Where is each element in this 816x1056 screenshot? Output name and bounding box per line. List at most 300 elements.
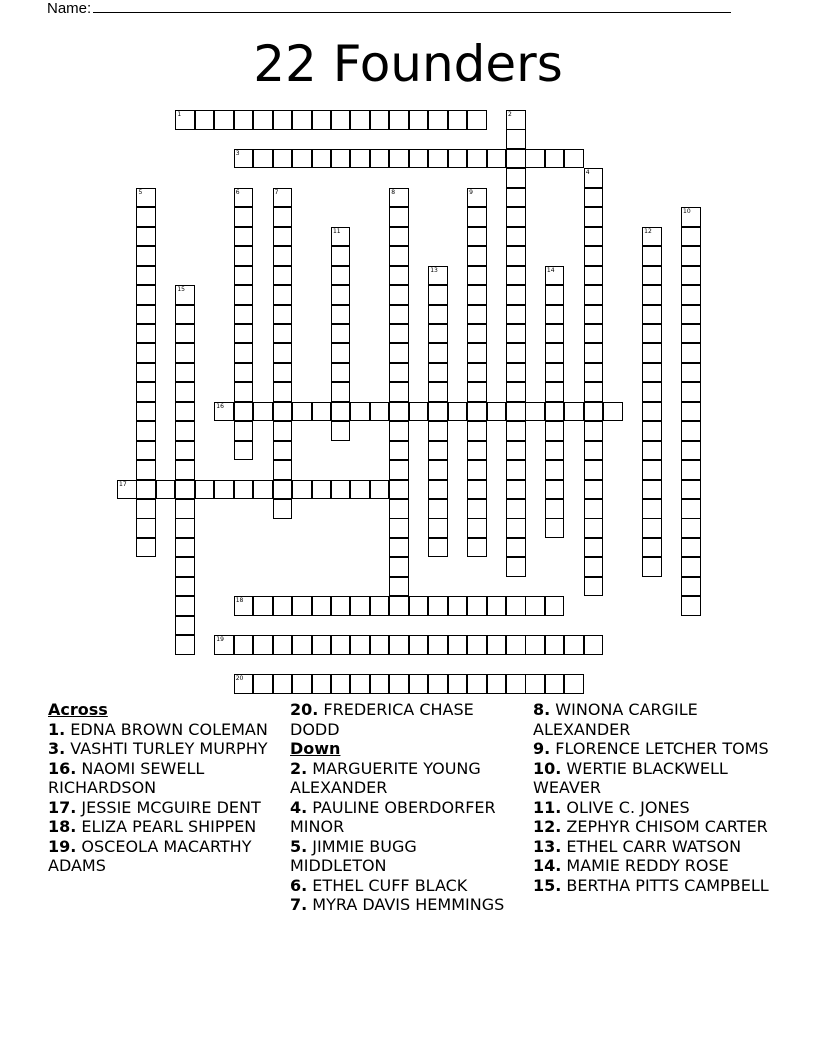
grid-cell[interactable] bbox=[234, 674, 254, 694]
grid-cell[interactable] bbox=[350, 596, 370, 616]
grid-cell[interactable] bbox=[545, 402, 565, 422]
grid-cell[interactable] bbox=[545, 266, 565, 286]
grid-cell[interactable] bbox=[506, 460, 526, 480]
grid-cell[interactable] bbox=[506, 635, 526, 655]
grid-cell[interactable] bbox=[312, 674, 332, 694]
grid-cell[interactable] bbox=[681, 577, 701, 597]
grid-cell[interactable] bbox=[273, 382, 293, 402]
grid-cell[interactable] bbox=[467, 382, 487, 402]
grid-cell[interactable] bbox=[681, 324, 701, 344]
grid-cell[interactable] bbox=[136, 207, 156, 227]
grid-cell[interactable] bbox=[253, 596, 273, 616]
grid-cell[interactable] bbox=[487, 635, 507, 655]
grid-cell[interactable] bbox=[506, 149, 526, 169]
grid-cell[interactable] bbox=[506, 538, 526, 558]
grid-cell[interactable] bbox=[136, 421, 156, 441]
grid-cell[interactable] bbox=[389, 441, 409, 461]
grid-cell[interactable] bbox=[642, 305, 662, 325]
grid-cell[interactable] bbox=[234, 596, 254, 616]
grid-cell[interactable] bbox=[506, 421, 526, 441]
grid-cell[interactable] bbox=[136, 518, 156, 538]
grid-cell[interactable] bbox=[681, 207, 701, 227]
grid-cell[interactable] bbox=[234, 266, 254, 286]
grid-cell[interactable] bbox=[525, 402, 545, 422]
grid-cell[interactable] bbox=[467, 305, 487, 325]
grid-cell[interactable] bbox=[273, 421, 293, 441]
grid-cell[interactable] bbox=[584, 460, 604, 480]
grid-cell[interactable] bbox=[389, 266, 409, 286]
grid-cell[interactable] bbox=[273, 246, 293, 266]
grid-cell[interactable] bbox=[273, 596, 293, 616]
grid-cell[interactable] bbox=[175, 110, 195, 130]
grid-cell[interactable] bbox=[584, 285, 604, 305]
grid-cell[interactable] bbox=[175, 460, 195, 480]
grid-cell[interactable] bbox=[175, 441, 195, 461]
grid-cell[interactable] bbox=[642, 538, 662, 558]
grid-cell[interactable] bbox=[428, 285, 448, 305]
grid-cell[interactable] bbox=[467, 421, 487, 441]
grid-cell[interactable] bbox=[253, 674, 273, 694]
grid-cell[interactable] bbox=[525, 149, 545, 169]
grid-cell[interactable] bbox=[234, 421, 254, 441]
grid-cell[interactable] bbox=[136, 188, 156, 208]
grid-cell[interactable] bbox=[467, 188, 487, 208]
grid-cell[interactable] bbox=[273, 110, 293, 130]
grid-cell[interactable] bbox=[175, 557, 195, 577]
grid-cell[interactable] bbox=[506, 499, 526, 519]
grid-cell[interactable] bbox=[467, 207, 487, 227]
grid-cell[interactable] bbox=[136, 402, 156, 422]
grid-cell[interactable] bbox=[214, 480, 234, 500]
grid-cell[interactable] bbox=[312, 149, 332, 169]
grid-cell[interactable] bbox=[312, 110, 332, 130]
grid-cell[interactable] bbox=[370, 635, 390, 655]
grid-cell[interactable] bbox=[564, 149, 584, 169]
grid-cell[interactable] bbox=[428, 441, 448, 461]
grid-cell[interactable] bbox=[273, 480, 293, 500]
grid-cell[interactable] bbox=[584, 557, 604, 577]
grid-cell[interactable] bbox=[195, 110, 215, 130]
grid-cell[interactable] bbox=[350, 110, 370, 130]
grid-cell[interactable] bbox=[234, 149, 254, 169]
grid-cell[interactable] bbox=[681, 518, 701, 538]
grid-cell[interactable] bbox=[428, 324, 448, 344]
grid-cell[interactable] bbox=[681, 227, 701, 247]
grid-cell[interactable] bbox=[506, 285, 526, 305]
grid-cell[interactable] bbox=[253, 480, 273, 500]
grid-cell[interactable] bbox=[467, 499, 487, 519]
grid-cell[interactable] bbox=[525, 635, 545, 655]
grid-cell[interactable] bbox=[584, 441, 604, 461]
grid-cell[interactable] bbox=[234, 188, 254, 208]
grid-cell[interactable] bbox=[136, 441, 156, 461]
grid-cell[interactable] bbox=[467, 246, 487, 266]
grid-cell[interactable] bbox=[389, 363, 409, 383]
grid-cell[interactable] bbox=[292, 480, 312, 500]
grid-cell[interactable] bbox=[564, 674, 584, 694]
grid-cell[interactable] bbox=[273, 499, 293, 519]
grid-cell[interactable] bbox=[525, 596, 545, 616]
grid-cell[interactable] bbox=[681, 305, 701, 325]
grid-cell[interactable] bbox=[312, 402, 332, 422]
grid-cell[interactable] bbox=[370, 596, 390, 616]
grid-cell[interactable] bbox=[545, 518, 565, 538]
grid-cell[interactable] bbox=[428, 266, 448, 286]
grid-cell[interactable] bbox=[681, 246, 701, 266]
grid-cell[interactable] bbox=[292, 402, 312, 422]
grid-cell[interactable] bbox=[175, 577, 195, 597]
grid-cell[interactable] bbox=[681, 402, 701, 422]
grid-cell[interactable] bbox=[428, 460, 448, 480]
grid-cell[interactable] bbox=[136, 305, 156, 325]
grid-cell[interactable] bbox=[409, 635, 429, 655]
grid-cell[interactable] bbox=[545, 149, 565, 169]
grid-cell[interactable] bbox=[681, 343, 701, 363]
grid-cell[interactable] bbox=[642, 480, 662, 500]
grid-cell[interactable] bbox=[175, 285, 195, 305]
grid-cell[interactable] bbox=[506, 305, 526, 325]
grid-cell[interactable] bbox=[584, 168, 604, 188]
grid-cell[interactable] bbox=[370, 149, 390, 169]
grid-cell[interactable] bbox=[292, 674, 312, 694]
grid-cell[interactable] bbox=[681, 499, 701, 519]
grid-cell[interactable] bbox=[292, 149, 312, 169]
grid-cell[interactable] bbox=[389, 577, 409, 597]
grid-cell[interactable] bbox=[584, 227, 604, 247]
grid-cell[interactable] bbox=[389, 382, 409, 402]
grid-cell[interactable] bbox=[136, 538, 156, 558]
grid-cell[interactable] bbox=[214, 402, 234, 422]
grid-cell[interactable] bbox=[331, 363, 351, 383]
grid-cell[interactable] bbox=[545, 674, 565, 694]
grid-cell[interactable] bbox=[506, 129, 526, 149]
grid-cell[interactable] bbox=[331, 227, 351, 247]
grid-cell[interactable] bbox=[506, 557, 526, 577]
grid-cell[interactable] bbox=[467, 596, 487, 616]
grid-cell[interactable] bbox=[584, 382, 604, 402]
grid-cell[interactable] bbox=[506, 363, 526, 383]
grid-cell[interactable] bbox=[428, 538, 448, 558]
grid-cell[interactable] bbox=[467, 149, 487, 169]
grid-cell[interactable] bbox=[506, 343, 526, 363]
grid-cell[interactable] bbox=[253, 635, 273, 655]
grid-cell[interactable] bbox=[331, 305, 351, 325]
grid-cell[interactable] bbox=[136, 499, 156, 519]
grid-cell[interactable] bbox=[487, 674, 507, 694]
grid-cell[interactable] bbox=[136, 382, 156, 402]
grid-cell[interactable] bbox=[584, 207, 604, 227]
grid-cell[interactable] bbox=[428, 635, 448, 655]
grid-cell[interactable] bbox=[331, 343, 351, 363]
grid-cell[interactable] bbox=[234, 246, 254, 266]
grid-cell[interactable] bbox=[175, 538, 195, 558]
grid-cell[interactable] bbox=[584, 577, 604, 597]
grid-cell[interactable] bbox=[195, 480, 215, 500]
grid-cell[interactable] bbox=[389, 674, 409, 694]
grid-cell[interactable] bbox=[506, 596, 526, 616]
grid-cell[interactable] bbox=[584, 363, 604, 383]
grid-cell[interactable] bbox=[681, 266, 701, 286]
grid-cell[interactable] bbox=[467, 480, 487, 500]
grid-cell[interactable] bbox=[273, 343, 293, 363]
grid-cell[interactable] bbox=[584, 246, 604, 266]
grid-cell[interactable] bbox=[584, 188, 604, 208]
grid-cell[interactable] bbox=[681, 538, 701, 558]
grid-cell[interactable] bbox=[681, 363, 701, 383]
grid-cell[interactable] bbox=[409, 402, 429, 422]
grid-cell[interactable] bbox=[545, 382, 565, 402]
grid-cell[interactable] bbox=[428, 674, 448, 694]
grid-cell[interactable] bbox=[331, 480, 351, 500]
grid-cell[interactable] bbox=[389, 596, 409, 616]
grid-cell[interactable] bbox=[545, 343, 565, 363]
grid-cell[interactable] bbox=[175, 596, 195, 616]
grid-cell[interactable] bbox=[448, 149, 468, 169]
grid-cell[interactable] bbox=[389, 188, 409, 208]
grid-cell[interactable] bbox=[253, 110, 273, 130]
grid-cell[interactable] bbox=[331, 110, 351, 130]
grid-cell[interactable] bbox=[389, 343, 409, 363]
grid-cell[interactable] bbox=[292, 596, 312, 616]
grid-cell[interactable] bbox=[234, 343, 254, 363]
grid-cell[interactable] bbox=[584, 421, 604, 441]
grid-cell[interactable] bbox=[448, 110, 468, 130]
grid-cell[interactable] bbox=[467, 363, 487, 383]
grid-cell[interactable] bbox=[506, 324, 526, 344]
grid-cell[interactable] bbox=[545, 596, 565, 616]
grid-cell[interactable] bbox=[564, 635, 584, 655]
grid-cell[interactable] bbox=[506, 110, 526, 130]
grid-cell[interactable] bbox=[642, 343, 662, 363]
grid-cell[interactable] bbox=[642, 285, 662, 305]
grid-cell[interactable] bbox=[487, 402, 507, 422]
grid-cell[interactable] bbox=[370, 480, 390, 500]
grid-cell[interactable] bbox=[428, 343, 448, 363]
grid-cell[interactable] bbox=[642, 246, 662, 266]
grid-cell[interactable] bbox=[681, 480, 701, 500]
grid-cell[interactable] bbox=[389, 402, 409, 422]
grid-cell[interactable] bbox=[584, 402, 604, 422]
grid-cell[interactable] bbox=[642, 266, 662, 286]
grid-cell[interactable] bbox=[545, 480, 565, 500]
grid-cell[interactable] bbox=[331, 596, 351, 616]
grid-cell[interactable] bbox=[273, 227, 293, 247]
grid-cell[interactable] bbox=[136, 343, 156, 363]
grid-cell[interactable] bbox=[273, 441, 293, 461]
grid-cell[interactable] bbox=[506, 188, 526, 208]
grid-cell[interactable] bbox=[506, 402, 526, 422]
grid-cell[interactable] bbox=[428, 596, 448, 616]
grid-cell[interactable] bbox=[681, 382, 701, 402]
grid-cell[interactable] bbox=[642, 382, 662, 402]
grid-cell[interactable] bbox=[506, 227, 526, 247]
grid-cell[interactable] bbox=[175, 518, 195, 538]
grid-cell[interactable] bbox=[350, 402, 370, 422]
grid-cell[interactable] bbox=[370, 674, 390, 694]
grid-cell[interactable] bbox=[273, 324, 293, 344]
grid-cell[interactable] bbox=[350, 480, 370, 500]
grid-cell[interactable] bbox=[292, 110, 312, 130]
grid-cell[interactable] bbox=[331, 266, 351, 286]
grid-cell[interactable] bbox=[428, 363, 448, 383]
grid-cell[interactable] bbox=[603, 402, 623, 422]
grid-cell[interactable] bbox=[584, 266, 604, 286]
grid-cell[interactable] bbox=[331, 285, 351, 305]
grid-cell[interactable] bbox=[234, 441, 254, 461]
grid-cell[interactable] bbox=[487, 596, 507, 616]
grid-cell[interactable] bbox=[175, 421, 195, 441]
grid-cell[interactable] bbox=[117, 480, 137, 500]
grid-cell[interactable] bbox=[467, 227, 487, 247]
grid-cell[interactable] bbox=[136, 246, 156, 266]
grid-cell[interactable] bbox=[331, 382, 351, 402]
grid-cell[interactable] bbox=[389, 499, 409, 519]
grid-cell[interactable] bbox=[584, 324, 604, 344]
grid-cell[interactable] bbox=[389, 149, 409, 169]
grid-cell[interactable] bbox=[467, 518, 487, 538]
grid-cell[interactable] bbox=[584, 480, 604, 500]
grid-cell[interactable] bbox=[642, 441, 662, 461]
grid-cell[interactable] bbox=[467, 460, 487, 480]
grid-cell[interactable] bbox=[273, 188, 293, 208]
grid-cell[interactable] bbox=[409, 596, 429, 616]
grid-cell[interactable] bbox=[234, 635, 254, 655]
grid-cell[interactable] bbox=[273, 635, 293, 655]
grid-cell[interactable] bbox=[642, 324, 662, 344]
grid-cell[interactable] bbox=[273, 460, 293, 480]
grid-cell[interactable] bbox=[428, 110, 448, 130]
grid-cell[interactable] bbox=[467, 441, 487, 461]
grid-cell[interactable] bbox=[506, 266, 526, 286]
grid-cell[interactable] bbox=[467, 674, 487, 694]
grid-cell[interactable] bbox=[312, 635, 332, 655]
grid-cell[interactable] bbox=[389, 227, 409, 247]
grid-cell[interactable] bbox=[681, 421, 701, 441]
grid-cell[interactable] bbox=[467, 285, 487, 305]
grid-cell[interactable] bbox=[545, 324, 565, 344]
grid-cell[interactable] bbox=[428, 421, 448, 441]
grid-cell[interactable] bbox=[156, 480, 176, 500]
grid-cell[interactable] bbox=[428, 149, 448, 169]
grid-cell[interactable] bbox=[234, 227, 254, 247]
grid-cell[interactable] bbox=[331, 324, 351, 344]
grid-cell[interactable] bbox=[642, 460, 662, 480]
grid-cell[interactable] bbox=[448, 674, 468, 694]
grid-cell[interactable] bbox=[234, 207, 254, 227]
grid-cell[interactable] bbox=[467, 324, 487, 344]
grid-cell[interactable] bbox=[331, 402, 351, 422]
grid-cell[interactable] bbox=[467, 538, 487, 558]
grid-cell[interactable] bbox=[642, 499, 662, 519]
grid-cell[interactable] bbox=[467, 635, 487, 655]
grid-cell[interactable] bbox=[584, 635, 604, 655]
grid-cell[interactable] bbox=[389, 635, 409, 655]
grid-cell[interactable] bbox=[584, 343, 604, 363]
grid-cell[interactable] bbox=[584, 538, 604, 558]
grid-cell[interactable] bbox=[467, 402, 487, 422]
grid-cell[interactable] bbox=[642, 557, 662, 577]
grid-cell[interactable] bbox=[642, 402, 662, 422]
grid-cell[interactable] bbox=[545, 499, 565, 519]
grid-cell[interactable] bbox=[273, 674, 293, 694]
grid-cell[interactable] bbox=[273, 305, 293, 325]
grid-cell[interactable] bbox=[175, 499, 195, 519]
grid-cell[interactable] bbox=[642, 363, 662, 383]
grid-cell[interactable] bbox=[545, 363, 565, 383]
grid-cell[interactable] bbox=[506, 480, 526, 500]
grid-cell[interactable] bbox=[389, 518, 409, 538]
grid-cell[interactable] bbox=[312, 596, 332, 616]
grid-cell[interactable] bbox=[175, 343, 195, 363]
grid-cell[interactable] bbox=[681, 285, 701, 305]
grid-cell[interactable] bbox=[370, 110, 390, 130]
grid-cell[interactable] bbox=[234, 305, 254, 325]
grid-cell[interactable] bbox=[389, 305, 409, 325]
grid-cell[interactable] bbox=[136, 460, 156, 480]
grid-cell[interactable] bbox=[370, 402, 390, 422]
grid-cell[interactable] bbox=[506, 674, 526, 694]
grid-cell[interactable] bbox=[234, 382, 254, 402]
grid-cell[interactable] bbox=[506, 246, 526, 266]
grid-cell[interactable] bbox=[564, 402, 584, 422]
grid-cell[interactable] bbox=[331, 421, 351, 441]
grid-cell[interactable] bbox=[389, 538, 409, 558]
grid-cell[interactable] bbox=[428, 305, 448, 325]
grid-cell[interactable] bbox=[448, 635, 468, 655]
grid-cell[interactable] bbox=[642, 227, 662, 247]
grid-cell[interactable] bbox=[681, 596, 701, 616]
grid-cell[interactable] bbox=[409, 149, 429, 169]
grid-cell[interactable] bbox=[642, 421, 662, 441]
grid-cell[interactable] bbox=[428, 382, 448, 402]
grid-cell[interactable] bbox=[175, 635, 195, 655]
grid-cell[interactable] bbox=[545, 441, 565, 461]
grid-cell[interactable] bbox=[681, 441, 701, 461]
grid-cell[interactable] bbox=[136, 266, 156, 286]
grid-cell[interactable] bbox=[389, 246, 409, 266]
grid-cell[interactable] bbox=[273, 149, 293, 169]
grid-cell[interactable] bbox=[136, 480, 156, 500]
grid-cell[interactable] bbox=[467, 110, 487, 130]
grid-cell[interactable] bbox=[428, 480, 448, 500]
grid-cell[interactable] bbox=[292, 635, 312, 655]
grid-cell[interactable] bbox=[389, 421, 409, 441]
grid-cell[interactable] bbox=[389, 285, 409, 305]
grid-cell[interactable] bbox=[273, 207, 293, 227]
grid-cell[interactable] bbox=[234, 402, 254, 422]
grid-cell[interactable] bbox=[681, 460, 701, 480]
grid-cell[interactable] bbox=[331, 149, 351, 169]
grid-cell[interactable] bbox=[312, 480, 332, 500]
grid-cell[interactable] bbox=[234, 110, 254, 130]
grid-cell[interactable] bbox=[253, 149, 273, 169]
grid-cell[interactable] bbox=[331, 674, 351, 694]
grid-cell[interactable] bbox=[350, 674, 370, 694]
grid-cell[interactable] bbox=[467, 266, 487, 286]
grid-cell[interactable] bbox=[428, 518, 448, 538]
grid-cell[interactable] bbox=[350, 149, 370, 169]
grid-cell[interactable] bbox=[175, 382, 195, 402]
grid-cell[interactable] bbox=[175, 480, 195, 500]
grid-cell[interactable] bbox=[584, 499, 604, 519]
grid-cell[interactable] bbox=[234, 363, 254, 383]
grid-cell[interactable] bbox=[389, 110, 409, 130]
grid-cell[interactable] bbox=[175, 324, 195, 344]
grid-cell[interactable] bbox=[545, 305, 565, 325]
grid-cell[interactable] bbox=[506, 441, 526, 461]
grid-cell[interactable] bbox=[273, 266, 293, 286]
grid-cell[interactable] bbox=[428, 402, 448, 422]
